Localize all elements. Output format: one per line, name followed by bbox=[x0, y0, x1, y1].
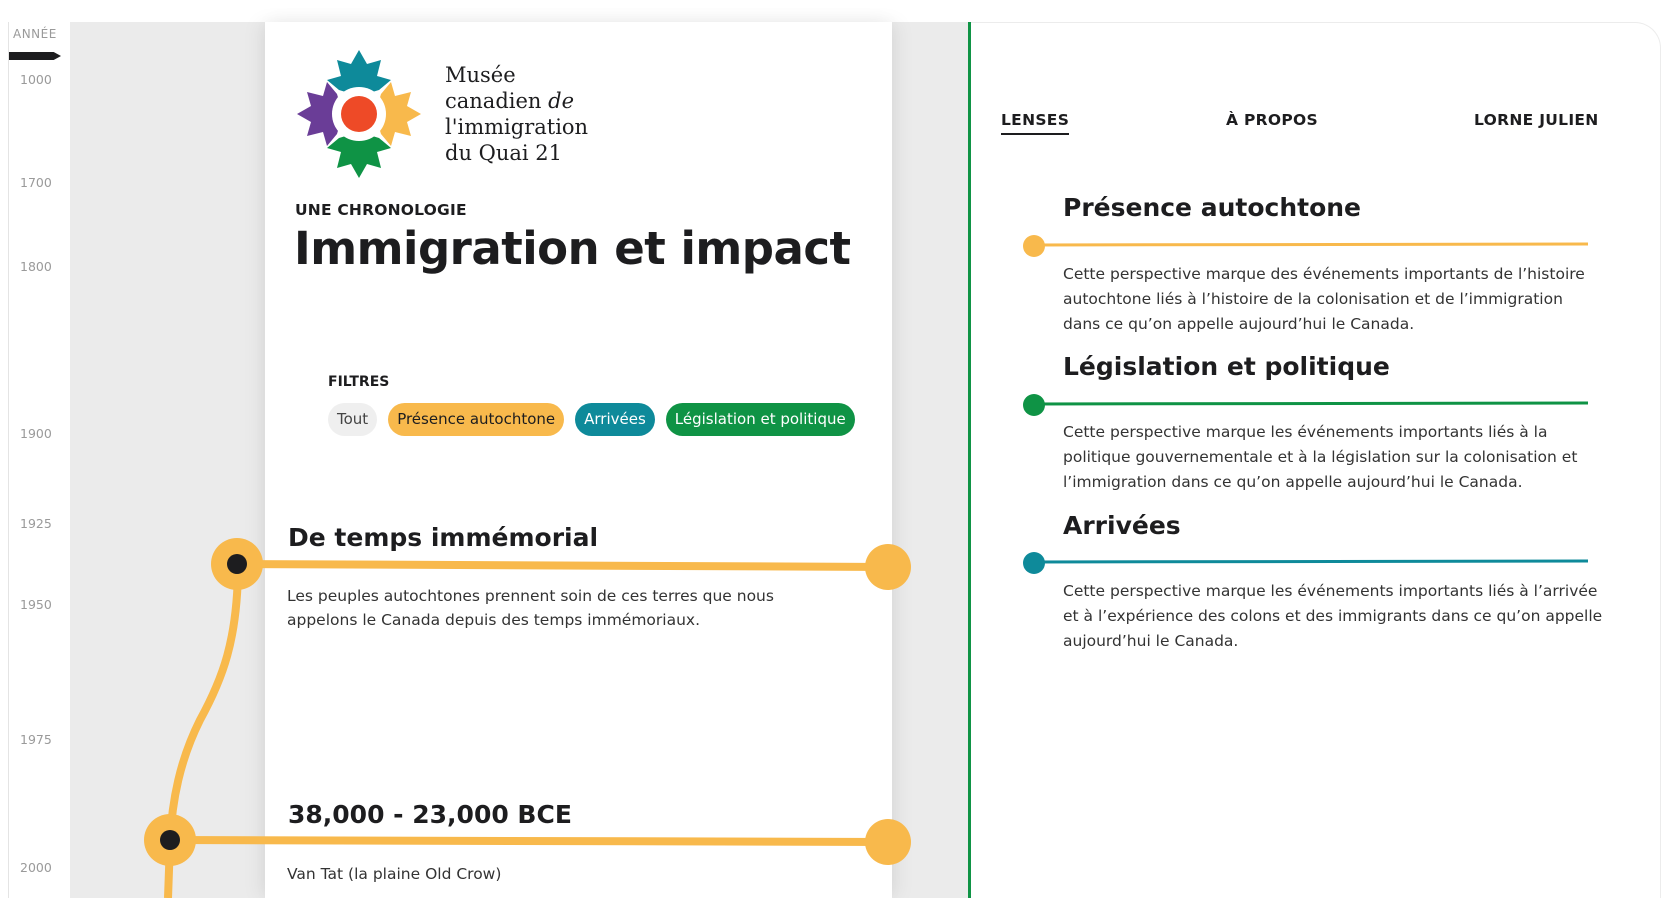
ruler-year-label[interactable]: 2000 bbox=[20, 860, 52, 875]
museum-logo-icon bbox=[295, 48, 423, 180]
ruler-pointer-icon[interactable] bbox=[9, 52, 61, 60]
year-ruler[interactable] bbox=[8, 22, 70, 898]
filters-heading: FILTRES bbox=[328, 374, 390, 390]
ruler-year-label[interactable]: 1000 bbox=[20, 72, 52, 87]
museum-name-part: canadien bbox=[445, 89, 549, 113]
nav-lenses[interactable]: LENSES bbox=[1001, 111, 1070, 129]
museum-name-line: du Quai 21 bbox=[445, 141, 563, 165]
ruler-year-label[interactable]: 1700 bbox=[20, 175, 52, 190]
museum-name-line: l'immigration bbox=[445, 115, 589, 139]
page-title: Immigration et impact bbox=[294, 222, 851, 275]
ruler-year-label[interactable]: 1925 bbox=[20, 516, 52, 531]
event-description: Les peuples autochtones prennent soin de ces terres que nous appelons le Canada depuis des temps immémoriaux. bbox=[287, 587, 774, 629]
event-description: Van Tat (la plaine Old Crow) bbox=[287, 865, 502, 883]
museum-name-line bbox=[445, 88, 588, 114]
nav-about[interactable]: À PROPOS bbox=[1226, 111, 1318, 129]
lens-title-legislation[interactable]: Législation et politique bbox=[1063, 352, 1390, 381]
filter-chip-legislation[interactable]: Législation et politique bbox=[666, 403, 855, 436]
event-title[interactable]: De temps immémorial bbox=[288, 523, 599, 552]
museum-name bbox=[445, 62, 588, 166]
lens-description: Cette perspective marque les événements importants liés à l’arrivée et à l’expérience des colons et des immigrants dans ce qu’on appelle aujourd’hui le Canada. bbox=[1063, 582, 1603, 650]
lens-description: Cette perspective marque des événements importants de l’histoire autochtone liés à l’histoire de la colonisation et de l’immigration dans ce qu’on appelle aujourd’hui le Canada. bbox=[1063, 265, 1585, 333]
nav-user[interactable]: LORNE JULIEN bbox=[1474, 111, 1599, 129]
event-title[interactable]: 38,000 - 23,000 BCE bbox=[288, 800, 572, 829]
ruler-title: ANNÉE bbox=[13, 27, 57, 41]
museum-name-line: Musée bbox=[445, 63, 516, 87]
museum-name-part-italic: de bbox=[548, 89, 574, 113]
filter-chips bbox=[328, 403, 855, 436]
ruler-year-label[interactable]: 1975 bbox=[20, 732, 52, 747]
ruler-year-label[interactable]: 1900 bbox=[20, 426, 52, 441]
ruler-year-label[interactable]: 1800 bbox=[20, 259, 52, 274]
filter-chip-arrivees[interactable]: Arrivées bbox=[575, 403, 655, 436]
lens-description: Cette perspective marque les événements importants liés à la politique gouvernementale et à la législation sur la colonisation et l’immigration dans ce qu’on appelle aujourd’hui le Canada. bbox=[1063, 423, 1578, 491]
lens-title-presence[interactable]: Présence autochtone bbox=[1063, 193, 1362, 222]
filter-chip-presence-autochtone[interactable]: Présence autochtone bbox=[388, 403, 564, 436]
filter-chip-tout[interactable]: Tout bbox=[328, 403, 377, 436]
ruler-year-label[interactable]: 1950 bbox=[20, 597, 52, 612]
lens-title-arrivees[interactable]: Arrivées bbox=[1063, 511, 1181, 540]
page-eyebrow: UNE CHRONOLOGIE bbox=[295, 201, 467, 219]
